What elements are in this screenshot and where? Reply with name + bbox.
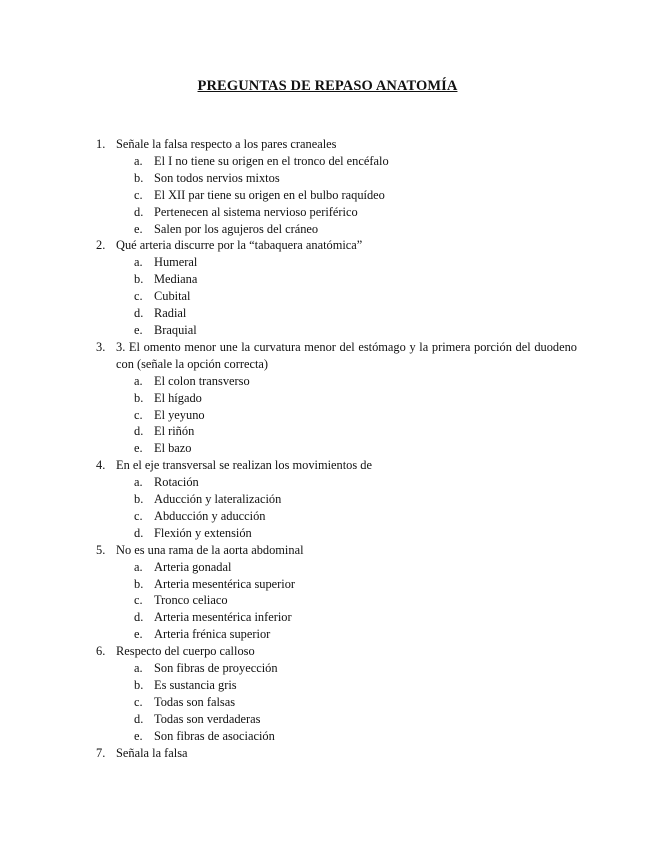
question-text: Señala la falsa [116, 745, 188, 760]
option-text: Radial [154, 306, 187, 321]
question-text: Señale la falsa respecto a los pares craneales [116, 137, 337, 151]
option-text: Son fibras de asociación [154, 728, 275, 743]
option-letter: e. [134, 441, 143, 456]
option-letter: b. [134, 576, 144, 591]
option-letter: d. [134, 711, 144, 726]
question-text: 3. El omento menor une la curvatura menor del estómago y la primera porción del duodeno con (señale la opción correcta) [116, 339, 577, 371]
answer-option [0, 407, 655, 424]
option-letter: c. [134, 407, 143, 422]
question-number: 1. [96, 137, 106, 151]
question-header [0, 542, 655, 559]
answer-option [0, 153, 655, 170]
answer-option [0, 305, 655, 322]
option-letter: e. [134, 728, 143, 743]
option-text: El hígado [154, 390, 202, 405]
answer-option [0, 271, 655, 288]
option-text: Arteria mesentérica superior [154, 576, 296, 591]
answer-option [0, 204, 655, 221]
question-item [0, 542, 655, 643]
option-text: Todas son falsas [154, 694, 236, 709]
option-text: El riñón [154, 424, 195, 439]
question-text: En el eje transversal se realizan los movimientos de [116, 458, 372, 473]
answer-option [0, 288, 655, 305]
option-letter: b. [134, 390, 144, 405]
option-letter: e. [134, 322, 143, 337]
answer-option [0, 390, 655, 407]
option-letter: b. [134, 678, 144, 692]
option-text: Pertenecen al sistema nervioso periférico [154, 204, 358, 219]
option-letter: a. [134, 153, 143, 168]
answer-option [0, 677, 655, 694]
answer-option [0, 609, 655, 626]
option-text: Rotación [154, 475, 199, 490]
option-text: Aducción y lateralización [154, 492, 282, 507]
option-letter: a. [134, 255, 143, 270]
question-item [0, 237, 655, 338]
option-letter: c. [134, 508, 143, 523]
option-letter: c. [134, 289, 143, 304]
option-text: Es sustancia gris [154, 678, 237, 692]
option-text: Salen por los agujeros del cráneo [154, 221, 319, 236]
option-letter: a. [134, 661, 143, 676]
option-letter: e. [134, 221, 143, 236]
option-letter: d. [134, 306, 144, 321]
option-letter: a. [134, 475, 143, 490]
answer-option [0, 491, 655, 508]
option-text: Son fibras de proyección [154, 661, 278, 676]
answer-option [0, 576, 655, 593]
option-letter: b. [134, 272, 144, 287]
question-item [0, 643, 655, 744]
option-letter: c. [134, 694, 143, 709]
option-letter: d. [134, 204, 144, 219]
answer-option [0, 322, 655, 339]
answer-option [0, 626, 655, 643]
option-text: El yeyuno [154, 407, 205, 422]
answer-option [0, 694, 655, 711]
page-title: PREGUNTAS DE REPASO ANATOMÍA [197, 78, 458, 94]
option-text: Arteria frénica superior [154, 627, 271, 642]
option-text: El I no tiene su origen en el tronco del encéfalo [154, 153, 389, 168]
option-text: Arteria gonadal [154, 559, 232, 574]
option-letter: a. [134, 559, 143, 574]
option-letter: e. [134, 627, 143, 642]
answer-option [0, 440, 655, 457]
question-number: 3. [96, 339, 106, 354]
answer-option [0, 254, 655, 271]
question-item [0, 745, 655, 762]
option-letter: d. [134, 525, 144, 540]
question-text: Qué arteria discurre por la “tabaquera anatómica” [116, 238, 363, 253]
answer-option [0, 525, 655, 542]
option-text: Arteria mesentérica inferior [154, 610, 292, 625]
answer-option [0, 423, 655, 440]
option-letter: d. [134, 424, 144, 439]
option-text: Todas son verdaderas [154, 711, 261, 726]
question-item [0, 457, 655, 542]
answer-option [0, 221, 655, 238]
option-text: El colon transverso [154, 373, 250, 388]
question-header [0, 136, 655, 153]
option-letter: b. [134, 170, 144, 185]
question-number: 5. [96, 542, 106, 557]
question-number: 7. [96, 745, 106, 760]
answer-option [0, 592, 655, 609]
answer-option [0, 508, 655, 525]
option-letter: b. [134, 492, 144, 507]
answer-option [0, 187, 655, 204]
question-header [0, 643, 655, 660]
answer-option [0, 373, 655, 390]
option-text: Flexión y extensión [154, 525, 252, 540]
answer-option [0, 474, 655, 491]
answer-option [0, 170, 655, 187]
option-letter: c. [134, 187, 143, 202]
question-list [0, 136, 655, 762]
answer-option [0, 559, 655, 576]
question-text: No es una rama de la aorta abdominal [116, 542, 304, 557]
option-letter: d. [134, 610, 144, 625]
option-text: Cubital [154, 289, 191, 304]
option-letter: c. [134, 593, 143, 608]
question-header [0, 339, 655, 373]
option-text: Humeral [154, 255, 198, 270]
question-text: Respecto del cuerpo calloso [116, 644, 255, 659]
option-text: Braquial [154, 322, 197, 337]
question-header [0, 457, 655, 474]
question-number: 6. [96, 644, 106, 659]
answer-option [0, 728, 655, 745]
answer-option [0, 660, 655, 677]
option-text: El bazo [154, 441, 192, 456]
question-header [0, 237, 655, 254]
option-text: Tronco celiaco [154, 593, 228, 608]
question-item [0, 136, 655, 237]
option-text: Son todos nervios mixtos [154, 170, 280, 185]
question-number: 2. [96, 238, 106, 253]
question-number: 4. [96, 458, 106, 473]
question-header [0, 745, 655, 762]
option-text: Mediana [154, 272, 198, 287]
answer-option [0, 711, 655, 728]
question-item [0, 339, 655, 457]
option-letter: a. [134, 373, 143, 388]
option-text: El XII par tiene su origen en el bulbo raquídeo [154, 187, 385, 202]
option-text: Abducción y aducción [154, 508, 266, 523]
